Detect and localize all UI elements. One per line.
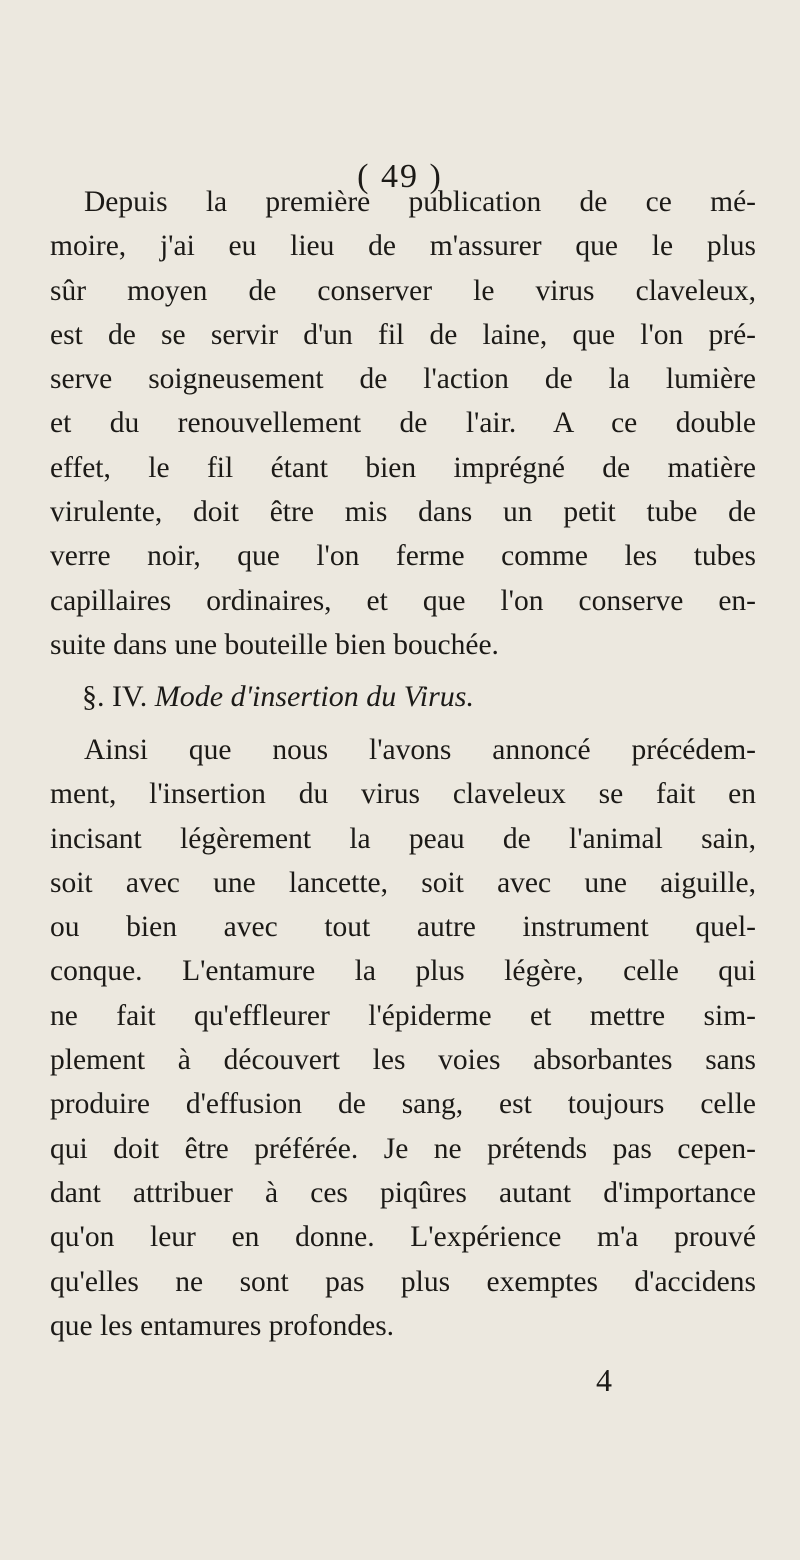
text-line: et du renouvellement de l'air. A ce double	[50, 407, 756, 440]
section-heading	[82, 680, 474, 714]
text-line: ment, l'insertion du virus claveleux se fait en	[50, 778, 756, 811]
text-line: suite dans une bouteille bien bouchée.	[50, 628, 499, 661]
text-line: effet, le fil étant bien imprégné de matière	[50, 451, 756, 484]
text-line: que les entamures profondes.	[50, 1309, 395, 1342]
text-line: Ainsi que nous l'avons annoncé précédem-	[84, 734, 756, 766]
text-line: serve soigneusement de l'action de la lumière	[50, 363, 756, 396]
page-number: ( 49 )	[357, 158, 443, 195]
text-line: ne fait qu'effleurer l'épiderme et mettre sim-	[50, 999, 756, 1032]
text-line: plement à découvert les voies absorbantes sans	[50, 1044, 756, 1077]
paragraph-preservation	[50, 180, 756, 667]
text-line: conque. L'entamure la plus légère, celle qui	[50, 955, 756, 988]
paragraph-insertion	[50, 728, 756, 1348]
text-line: soit avec une lancette, soit avec une aiguille,	[50, 866, 756, 899]
text-line: verre noir, que l'on ferme comme les tubes	[50, 540, 756, 573]
text-line: virulente, doit être mis dans un petit tube de	[50, 496, 756, 529]
text-line: qu'elles ne sont pas plus exemptes d'accidens	[50, 1265, 756, 1298]
section-number: §. IV.	[82, 680, 148, 713]
text-line: produire d'effusion de sang, est toujours celle	[50, 1088, 756, 1121]
text-line: incisant légèrement la peau de l'animal sain,	[50, 822, 756, 855]
text-line: Depuis la première publication de ce mé-	[84, 186, 756, 218]
text-line: capillaires ordinaires, et que l'on conserve en-	[50, 584, 756, 617]
text-line: sûr moyen de conserver le virus claveleux,	[50, 274, 756, 307]
text-line: dant attribuer à ces piqûres autant d'importance	[50, 1176, 756, 1209]
text-line: est de se servir d'un fil de laine, que l'on pré-	[50, 318, 756, 351]
section-title: Mode d'insertion du Virus.	[154, 680, 474, 713]
catchword: 4	[596, 1362, 612, 1398]
text-line: qui doit être préférée. Je ne prétends pas cepen-	[50, 1132, 756, 1165]
text-line: qu'on leur en donne. L'expérience m'a prouvé	[50, 1221, 756, 1254]
text-line: ou bien avec tout autre instrument quel-	[50, 911, 756, 944]
text-line: moire, j'ai eu lieu de m'assurer que le plus	[50, 230, 756, 263]
